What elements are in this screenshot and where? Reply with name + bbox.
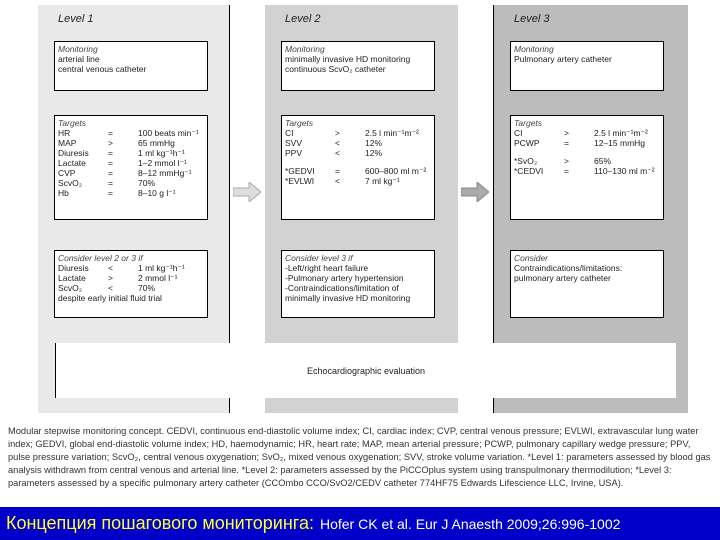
box-line: despite early initial fluid trial bbox=[58, 293, 162, 303]
operator: = bbox=[108, 178, 113, 188]
box-heading: Consider bbox=[514, 253, 549, 263]
consider-list bbox=[58, 263, 204, 293]
parameter: Diuresis bbox=[58, 148, 89, 158]
target-row bbox=[58, 188, 204, 198]
target-row bbox=[514, 128, 660, 138]
reference: Hofer CK et al. Eur J Anaesth 2009;26:996-1002 bbox=[319, 515, 621, 532]
arrow-right-icon bbox=[461, 182, 489, 202]
value: 70% bbox=[138, 178, 156, 188]
parameter: SVV bbox=[285, 138, 303, 148]
value: 600–800 ml m⁻² bbox=[365, 166, 427, 176]
parameter: *CEDVI bbox=[514, 166, 544, 176]
level-title: Level 3 bbox=[514, 13, 550, 25]
value: 1 ml kg⁻¹h⁻¹ bbox=[138, 148, 185, 158]
parameter: Lactate bbox=[58, 273, 86, 283]
level-title: Level 1 bbox=[58, 13, 94, 25]
operator: = bbox=[108, 188, 113, 198]
operator: > bbox=[108, 273, 113, 283]
targets-box bbox=[281, 115, 435, 220]
targets-box bbox=[510, 115, 664, 220]
box-heading: Consider level 3 if bbox=[285, 253, 353, 263]
target-row bbox=[285, 138, 431, 148]
consider-item: Contraindications/limitations: bbox=[514, 263, 623, 273]
value: 100 beats min⁻¹ bbox=[138, 128, 199, 138]
target-row bbox=[58, 128, 204, 138]
consider-item: pulmonary artery catheter bbox=[514, 273, 611, 283]
monitoring-box bbox=[281, 41, 435, 91]
target-row bbox=[58, 148, 204, 158]
consider-item: -Pulmonary artery hypertension bbox=[285, 273, 404, 283]
target-row bbox=[514, 138, 660, 148]
box-heading: Monitoring bbox=[514, 44, 554, 54]
value: 1 ml kg⁻¹h⁻¹ bbox=[138, 263, 185, 273]
parameter: Hb bbox=[58, 188, 69, 198]
targets-box bbox=[54, 115, 208, 220]
operator: > bbox=[108, 138, 113, 148]
value: 2 mmol l⁻¹ bbox=[138, 273, 178, 283]
box-heading: Targets bbox=[514, 118, 543, 128]
parameter: Diuresis bbox=[58, 263, 89, 273]
parameter: ScvO₂ bbox=[58, 178, 83, 188]
box-line: continuous ScvO₂ catheter bbox=[285, 64, 386, 74]
operator: < bbox=[335, 148, 340, 158]
value: 2.5 l min⁻¹m⁻² bbox=[365, 128, 419, 138]
target-row bbox=[58, 158, 204, 168]
target-row bbox=[58, 283, 204, 293]
parameter: HR bbox=[58, 128, 71, 138]
target-row bbox=[514, 156, 660, 166]
target-row bbox=[514, 166, 660, 176]
target-row bbox=[285, 148, 431, 158]
target-row bbox=[285, 166, 431, 176]
parameter: *EVLWI bbox=[285, 176, 315, 186]
consider-list bbox=[285, 263, 431, 303]
box-line: minimally invasive HD monitoring bbox=[285, 54, 411, 64]
targets-list bbox=[514, 128, 660, 176]
operator: > bbox=[564, 156, 569, 166]
figure-caption: Modular stepwise monitoring concept. CEDVI, continuous end-diastolic volume index; CI, cardiac index; CVP, central venous pressure; EVLWI, extravascular lung water index; GEDVI, global end-diastolic volume index; HD, haemodynamic; HR, heart rate; MAP, mean arterial pressure; PCWP, pulmonary capillary wedge pressure; PPV, pulse pressure variation; ScvO₂, central venous oxygenation; SvO₂, mixed venous oxygenation; SVV, stroke volume variation. *Level 1: parameters assessed by blood gas analysis withdrawn from central venous and arterial line. *Level 2: parameters assessed by the PiCCOplus system using transpulmonary thermodilution; *Level 3: parameters assessed by a specific pulmonary artery catheter (CCOmbo CCO/SvO2/CEDV catheter 774HF75 Edwards Lifescience LLC, Irvine, USA). bbox=[8, 426, 711, 488]
box-heading: Consider level 2 or 3 if bbox=[58, 253, 143, 263]
targets-list bbox=[285, 128, 431, 186]
parameter: MAP bbox=[58, 138, 77, 148]
value: 12% bbox=[365, 148, 383, 158]
operator: > bbox=[335, 128, 340, 138]
value: 110–130 ml m⁻² bbox=[594, 166, 655, 176]
operator: = bbox=[108, 128, 113, 138]
value: 8–10 g l⁻¹ bbox=[138, 188, 176, 198]
box-line: arterial line bbox=[58, 54, 100, 64]
operator: > bbox=[564, 128, 569, 138]
targets-list bbox=[58, 128, 204, 198]
box-heading: Monitoring bbox=[58, 44, 98, 54]
operator: < bbox=[335, 176, 340, 186]
box-line: Pulmonary artery catheter bbox=[514, 54, 612, 64]
monitoring-box bbox=[54, 41, 208, 91]
echo-label: Echocardiographic evaluation bbox=[306, 365, 426, 376]
monitoring-box bbox=[510, 41, 664, 91]
consider-item: -Contraindications/limitation of bbox=[285, 283, 399, 293]
value: 2.5 l min⁻¹m⁻² bbox=[594, 128, 648, 138]
parameter: *SvO₂ bbox=[514, 156, 538, 166]
parameter: Lactate bbox=[58, 158, 86, 168]
consider-box bbox=[281, 250, 435, 318]
parameter: CVP bbox=[58, 168, 76, 178]
value: 65 mmHg bbox=[138, 138, 175, 148]
parameter: ScvO₂ bbox=[58, 283, 83, 293]
target-row bbox=[58, 168, 204, 178]
parameter: CI bbox=[285, 128, 294, 138]
operator: = bbox=[108, 158, 113, 168]
target-row bbox=[285, 128, 431, 138]
target-row bbox=[58, 263, 204, 273]
operator: < bbox=[108, 263, 113, 273]
consider-box bbox=[54, 250, 208, 318]
value: 1–2 mmol l⁻¹ bbox=[138, 158, 187, 168]
parameter: PCWP bbox=[514, 138, 540, 148]
slide-title: Концепция пошагового мониторинга: bbox=[6, 513, 314, 533]
box-heading: Monitoring bbox=[285, 44, 325, 54]
box-heading: Targets bbox=[58, 118, 87, 128]
echocardiographic-evaluation-box bbox=[55, 343, 676, 398]
title-banner bbox=[0, 507, 720, 540]
value: 12% bbox=[365, 138, 383, 148]
operator: < bbox=[335, 138, 340, 148]
operator: = bbox=[335, 166, 340, 176]
parameter: PPV bbox=[285, 148, 303, 158]
value: 70% bbox=[138, 283, 156, 293]
consider-item: -Left/right heart failure bbox=[285, 263, 369, 273]
parameter: *GEDVI bbox=[285, 166, 315, 176]
operator: = bbox=[108, 148, 113, 158]
value: 65% bbox=[594, 156, 612, 166]
operator: = bbox=[564, 138, 569, 148]
target-row bbox=[58, 138, 204, 148]
value: 7 ml kg⁻¹ bbox=[365, 176, 400, 186]
target-row bbox=[58, 178, 204, 188]
consider-box bbox=[510, 250, 664, 318]
operator: = bbox=[564, 166, 569, 176]
value: 12–15 mmHg bbox=[594, 138, 646, 148]
parameter: CI bbox=[514, 128, 523, 138]
consider-item: minimally invasive HD monitoring bbox=[285, 293, 411, 303]
box-line: central venous catheter bbox=[58, 64, 147, 74]
value: 8–12 mmHg⁻¹ bbox=[138, 168, 192, 178]
box-heading: Targets bbox=[285, 118, 314, 128]
level-title: Level 2 bbox=[285, 13, 321, 25]
operator: < bbox=[108, 283, 113, 293]
arrow-right-icon bbox=[233, 182, 261, 202]
operator: = bbox=[108, 168, 113, 178]
target-row bbox=[58, 273, 204, 283]
target-row bbox=[285, 176, 431, 186]
consider-list bbox=[514, 263, 660, 283]
